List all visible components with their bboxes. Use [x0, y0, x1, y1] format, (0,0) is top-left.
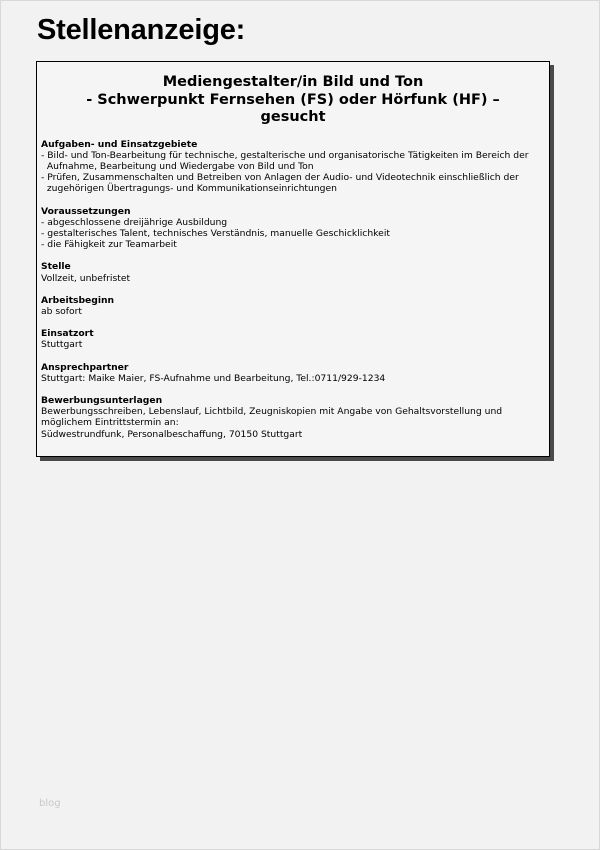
section-line: Stuttgart	[41, 339, 83, 351]
section-title: Einsatzort	[41, 328, 94, 340]
section-line: Bewerbungsschreiben, Lebenslauf, Lichtbild, Zeugniskopien mit Angabe von Gehaltsvorstellung und	[41, 406, 503, 418]
section-ansprechpartner	[41, 362, 545, 384]
section-stelle	[41, 261, 545, 283]
section-line: - gestalterisches Talent, technisches Verständnis, manuelle Geschicklichkeit	[41, 227, 390, 239]
page-title: Stellenanzeige:	[37, 14, 246, 46]
section-title: Ansprechpartner	[41, 361, 129, 373]
section-aufgaben	[41, 139, 545, 195]
contact-line: Stuttgart: Maike Maier, FS-Aufnahme und Bearbeitung, Tel.:0711/929-1234	[41, 372, 386, 384]
section-title: Arbeitsbeginn	[41, 294, 115, 306]
section-line: - Prüfen, Zusammenschalten und Betreiben von Anlagen der Audio- und Videotechnik einschließlich der	[41, 172, 519, 184]
section-title: Aufgaben- und Einsatzgebiete	[41, 138, 198, 150]
section-line: - Bild- und Ton-Bearbeitung für technische, gestalterische und organisatorische Tätigkeiten im Bereich der	[41, 149, 529, 161]
job-ad-heading	[41, 74, 545, 127]
section-einsatzort	[41, 328, 545, 350]
section-arbeitsbeginn	[41, 295, 545, 317]
address-line: Südwestrundfunk, Personalbeschaffung, 70150 Stuttgart	[41, 428, 303, 440]
section-line: - abgeschlossene dreijährige Ausbildung	[41, 216, 228, 228]
job-focus: - Schwerpunkt Fernsehen (FS) oder Hörfunk (HF) –	[86, 91, 500, 108]
section-title: Stelle	[41, 261, 71, 273]
section-title: Bewerbungsunterlagen	[41, 394, 163, 406]
job-title: Mediengestalter/in Bild und Ton	[162, 74, 424, 90]
section-line: möglichem Eintrittstermin an:	[41, 417, 179, 429]
section-bewerbungsunterlagen	[41, 395, 545, 440]
section-voraussetzungen	[41, 206, 545, 251]
section-line: Vollzeit, unbefristet	[41, 272, 131, 284]
section-line: ab sofort	[41, 305, 83, 317]
job-status: gesucht	[260, 109, 326, 125]
section-line: zugehörigen Übertragungs- und Kommunikationseinrichtungen	[41, 183, 337, 195]
section-title: Voraussetzungen	[41, 205, 131, 217]
watermark: blog	[39, 798, 61, 809]
section-line: Aufnahme, Bearbeitung und Wiedergabe von Bild und Ton	[41, 160, 314, 172]
section-line: - die Fähigkeit zur Teamarbeit	[41, 239, 177, 251]
job-ad-box	[36, 61, 550, 457]
